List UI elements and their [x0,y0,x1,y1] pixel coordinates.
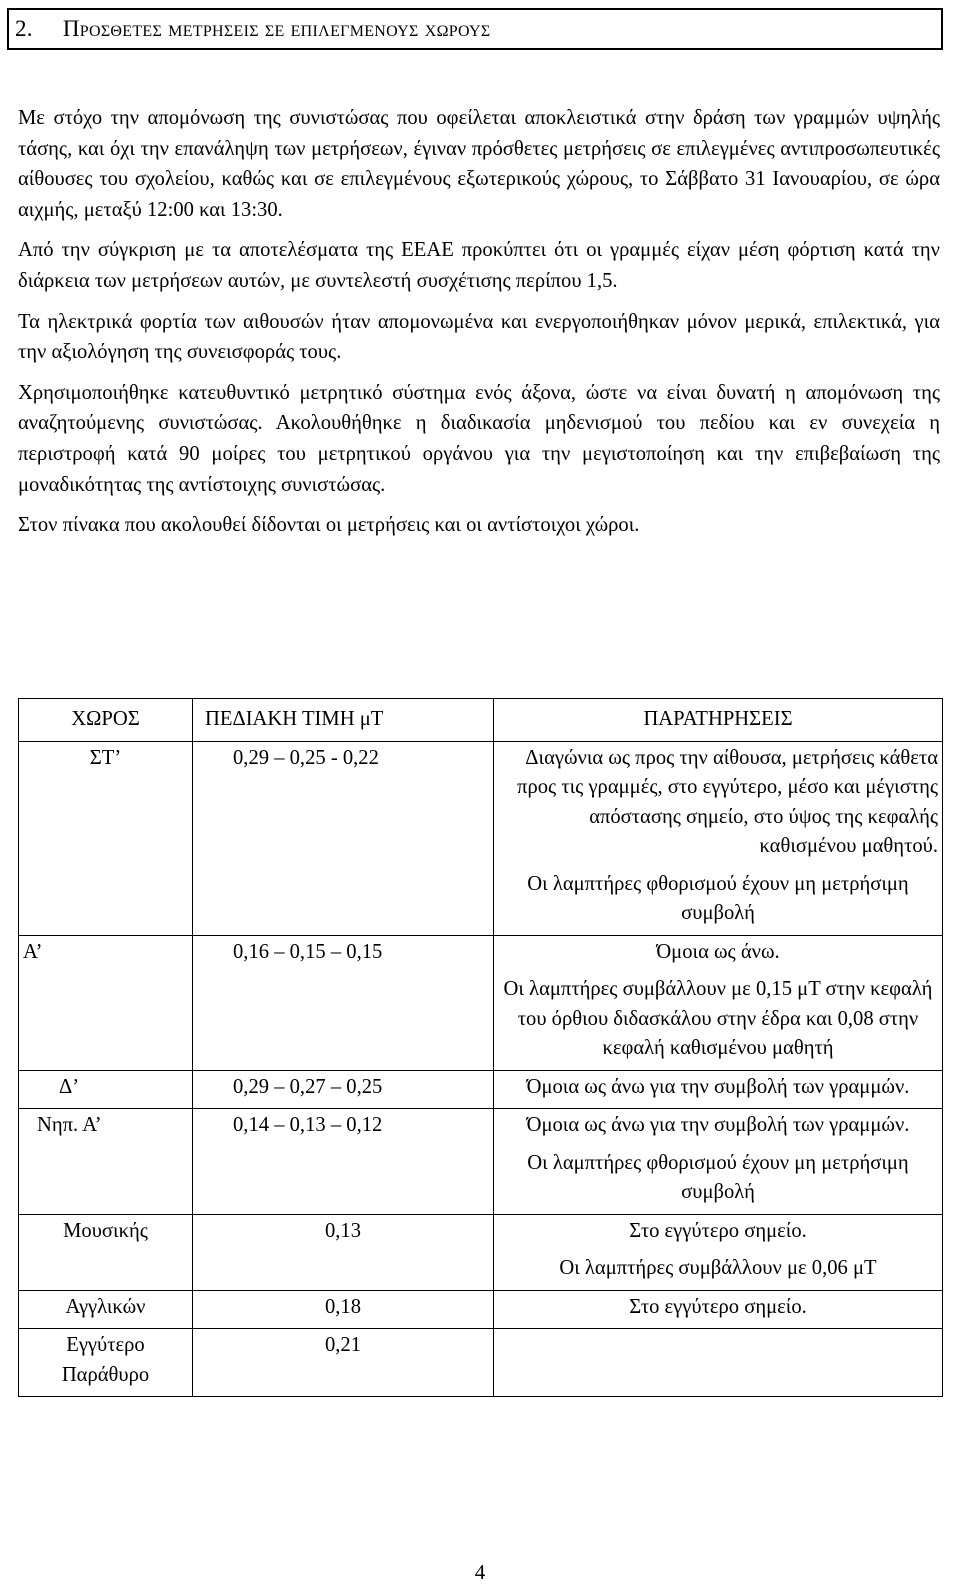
cell-space: Α’ [19,935,193,1070]
note-text: Οι λαμπτήρες συμβάλλουν με 0,15 μT στην κεφαλή του όρθιου διδασκάλου στην έδρα και 0,08 στην κεφαλή καθισμένου μαθητή [503,978,933,1059]
paragraph: Από την σύγκριση με τα αποτελέσματα της ΕΕΑΕ προκύπτει ότι οι γραμμές είχαν μέση φόρτιση κατά την διάρκεια των μετρήσεων αυτών, με συντελεστή συσχέτισης περίπου 1,5. [18,239,940,292]
section-number: 2. [15,16,33,41]
cell-space: Αγγλικών [19,1290,193,1329]
cell-notes [494,1329,943,1397]
note-text: Στο εγγύτερο σημείο. [629,1295,807,1318]
cell-notes [494,1109,943,1215]
section-title: Προσθετες μετρησεις σε επιλεγμενους χωρους [62,16,491,41]
measurements-table [18,698,943,1397]
note-text: Οι λαμπτήρες φθορισμού έχουν μη μετρήσιμη συμβολή [527,872,909,924]
cell-notes [494,1290,943,1329]
cell-value: 0,16 – 0,15 – 0,15 [193,935,494,1070]
note-text: Διαγώνια ως προς την αίθουσα, μετρήσεις κάθετα προς τις γραμμές, στο εγγύτερο, μέσο και μέγιστης απόστασης σημείο, στο ύψος της κεφαλής καθισμένου μαθητού. [517,746,938,857]
table-row [19,1214,943,1290]
cell-space: ΣΤ’ [19,741,193,935]
note-text: Στο εγγύτερο σημείο. [629,1219,807,1242]
paragraph: Με στόχο την απομόνωση της συνιστώσας που οφείλεται αποκλειστικά στην δράση των γραμμών υψηλής τάσης, και όχι την επανάληψη των μετρήσεων, έγιναν πρόσθετες μετρήσεις σε επιλεγμένες αντιπροσωπευτικές αίθουσες του σχολείου, καθώς και σε επιλεγμένους εξωτερικούς χώρους, το Σάββατο 31 Ιανουαρίου, σε ώρα αιχμής, μεταξύ 12:00 και 13:30. [18,107,940,221]
paragraph: Στον πίνακα που ακολουθεί δίδονται οι μετρήσεις και οι αντίστοιχοι χώροι. [18,514,640,537]
table-row [19,741,943,935]
table-header-row [19,699,943,742]
cell-space: Νηπ. Α’ [19,1109,193,1215]
cell-notes [494,935,943,1070]
table-row [19,1070,943,1109]
cell-value: 0,29 – 0,27 – 0,25 [193,1070,494,1109]
note-text: Οι λαμπτήρες συμβάλλουν με 0,06 μT [559,1257,877,1279]
body-text [18,103,940,551]
cell-value: 0,18 [193,1290,494,1329]
cell-space: Μουσικής [19,1214,193,1290]
cell-space: Δ’ [19,1070,193,1109]
note-text: Όμοια ως άνω για την συμβολή των γραμμών. [526,1114,910,1136]
note-text: Όμοια ως άνω για την συμβολή των γραμμών. [526,1075,910,1098]
section-heading [7,8,943,50]
table-row [19,1290,943,1329]
cell-value: 0,29 – 0,25 - 0,22 [193,741,494,935]
cell-notes [494,1070,943,1109]
header-space: ΧΩΡΟΣ [19,699,193,742]
table-row [19,935,943,1070]
header-notes: ΠΑΡΑΤΗΡΗΣΕΙΣ [494,699,943,742]
cell-notes [494,1214,943,1290]
cell-value: 0,13 [193,1214,494,1290]
paragraph: Χρησιμοποιήθηκε κατευθυντικό μετρητικό σύστημα ενός άξονα, ώστε να είναι δυνατή η απομόνωση της αναζητούμενης συνιστώσας. Ακολουθήθηκε η διαδικασία μηδενισμού του πεδίου και εν συνεχεία η περιστροφή κατά 90 μοίρες του μετρητικού οργάνου για την μεγιστοποίηση και την επιβεβαίωση της μοναδικότητας της αντίστοιχης συνιστώσας. [18,381,940,496]
table-row [19,1329,943,1397]
table-row [19,1109,943,1215]
cell-value: 0,14 – 0,13 – 0,12 [193,1109,494,1215]
paragraph: Τα ηλεκτρικά φορτία των αιθουσών ήταν απομονωμένα και ενεργοποιήθηκαν μόνον μερικά, επιλεκτικά, για την αξιολόγηση της συνεισφοράς τους. [18,310,940,364]
cell-space: Εγγύτερο Παράθυρο [19,1329,193,1397]
header-value: ΠΕΔΙΑΚΗ ΤΙΜΗ μT [193,699,494,742]
cell-value: 0,21 [193,1329,494,1397]
note-text: Όμοια ως άνω. [656,940,780,963]
note-text: Οι λαμπτήρες φθορισμού έχουν μη μετρήσιμη συμβολή [527,1151,909,1203]
page-number: 4 [474,1560,486,1584]
cell-notes [494,741,943,935]
